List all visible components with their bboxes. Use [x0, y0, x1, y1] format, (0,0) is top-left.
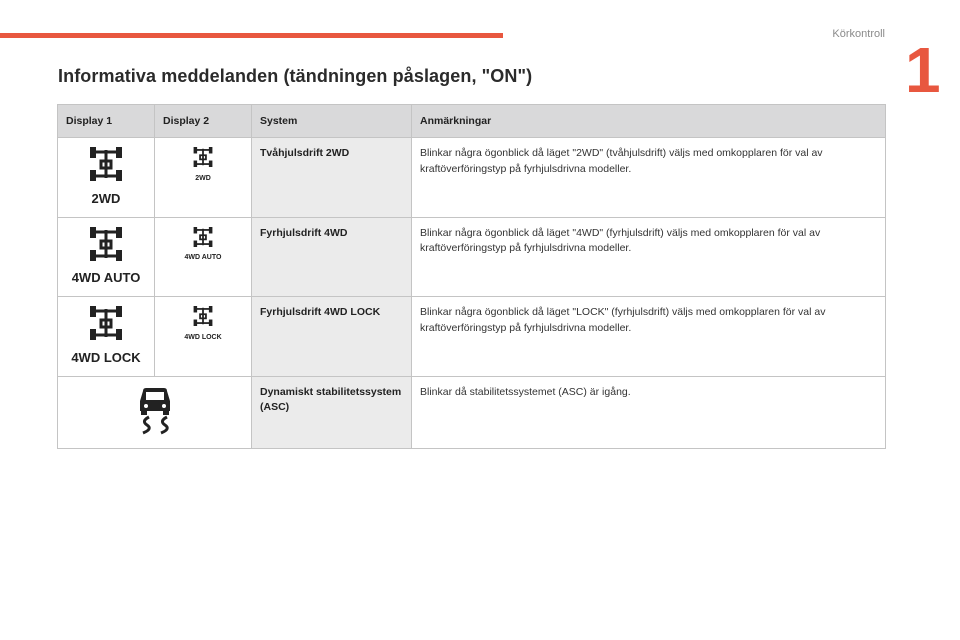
table-row — [58, 376, 886, 449]
display2-label: 4WD AUTO — [184, 254, 222, 262]
4x4-drivetrain-icon — [89, 305, 123, 341]
display1-label: 2WD — [91, 190, 121, 206]
system-cell: Fyrhjulsdrift 4WD LOCK — [252, 297, 412, 377]
system-cell: Dynamiskt stabilitetssystem (ASC) — [252, 376, 412, 449]
display1-label: 4WD LOCK — [71, 349, 141, 365]
system-cell: Fyrhjulsdrift 4WD — [252, 217, 412, 297]
4x4-drivetrain-icon — [193, 146, 213, 168]
table-header-row — [58, 105, 886, 138]
table-row — [58, 138, 886, 218]
display1-cell — [58, 138, 155, 218]
display2-cell — [155, 297, 252, 377]
info-table — [57, 104, 886, 449]
display1-label: 4WD AUTO — [71, 270, 141, 286]
4x4-drivetrain-icon — [193, 226, 213, 248]
4x4-drivetrain-icon — [89, 226, 123, 262]
section-label: Körkontroll — [832, 28, 885, 40]
display2-label: 2WD — [195, 174, 211, 182]
top-accent-bar — [0, 33, 503, 38]
page-title: Informativa meddelanden (tändningen påslagen, "ON") — [58, 66, 533, 86]
skidding-car-icon — [135, 385, 175, 435]
header-remarks: Anmärkningar — [412, 105, 886, 138]
4x4-drivetrain-icon — [89, 146, 123, 182]
remark-cell: Blinkar då stabilitetssystemet (ASC) är igång. — [412, 376, 886, 449]
header-display2: Display 2 — [155, 105, 252, 138]
display2-cell — [155, 217, 252, 297]
display-merged-cell — [58, 376, 252, 449]
display1-cell — [58, 297, 155, 377]
display1-cell — [58, 217, 155, 297]
remark-cell: Blinkar några ögonblick då läget "2WD" (tvåhjulsdrift) väljs med omkopplaren för val av kraftöverföringstyp på fyrhjulsdrivna modeller. — [412, 138, 886, 218]
display2-cell — [155, 138, 252, 218]
chapter-number: 1 — [905, 34, 941, 106]
display2-label: 4WD LOCK — [184, 333, 222, 341]
header-display1: Display 1 — [58, 105, 155, 138]
table-row — [58, 297, 886, 377]
header-system: System — [252, 105, 412, 138]
system-cell: Tvåhjulsdrift 2WD — [252, 138, 412, 218]
remark-cell: Blinkar några ögonblick då läget "4WD" (fyrhjulsdrift) väljs med omkopplaren för val av kraftöverföringstyp på fyrhjulsdrivna modeller. — [412, 217, 886, 297]
4x4-drivetrain-icon — [193, 305, 213, 327]
remark-cell: Blinkar några ögonblick då läget "LOCK" (fyrhjulsdrift) väljs med omkopplaren för val av kraftöverföringstyp på fyrhjulsdrivna modeller. — [412, 297, 886, 377]
table-row — [58, 217, 886, 297]
